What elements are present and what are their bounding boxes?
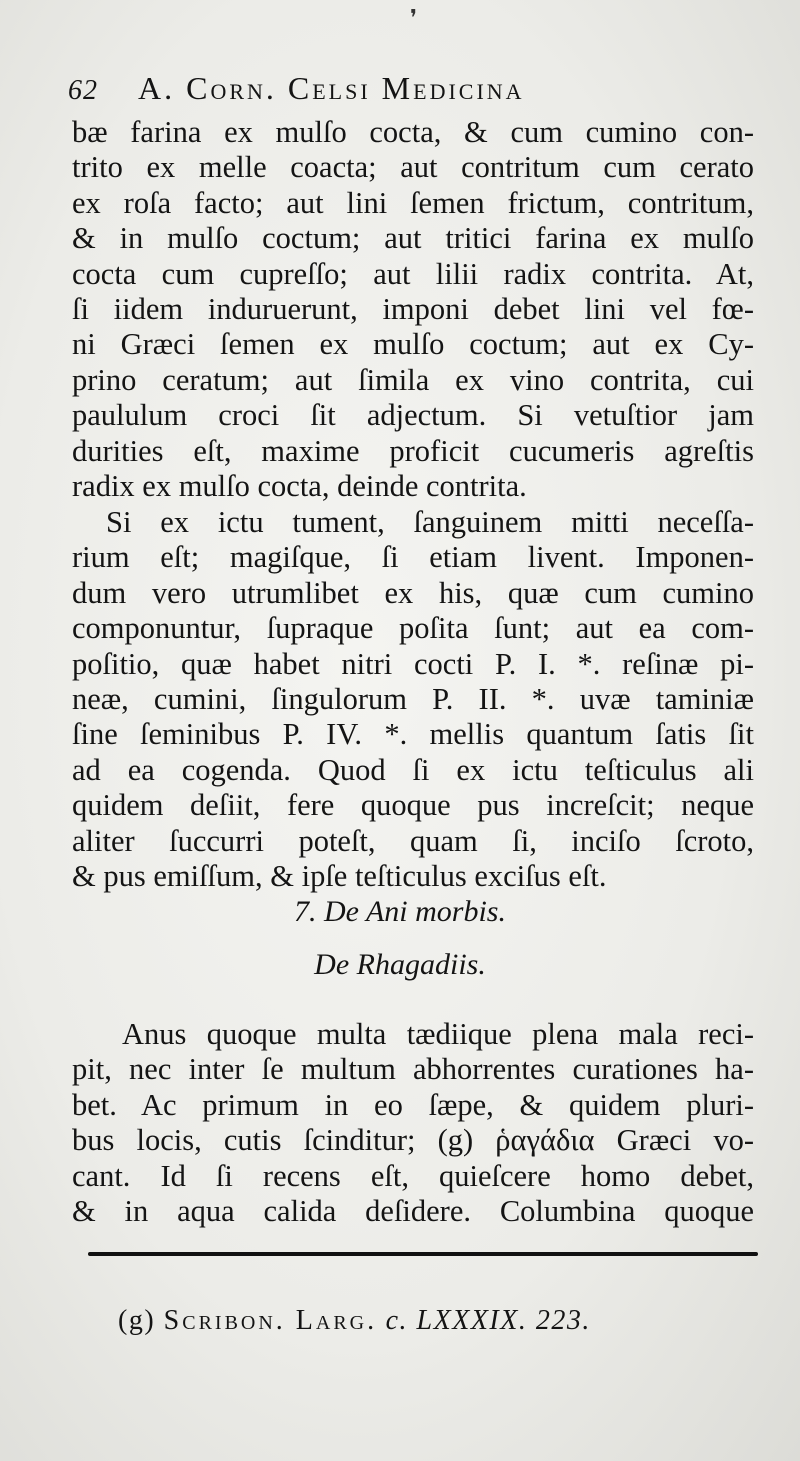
text-line: paululum croci ſit adjectum. Si vetuſtior jam — [72, 398, 754, 433]
text-line: bæ farina ex mulſo cocta, & cum cumino con- — [72, 115, 754, 149]
text-line: bet. Ac primum in eo ſæpe, & quidem pluri- — [72, 1087, 754, 1122]
text-line: ex roſa facto; aut lini ſemen frictum, contritum, — [72, 185, 754, 220]
page-header — [68, 70, 740, 107]
text-line: ad ea cogenda. Quod ſi ex ictu teſticulus ali — [72, 752, 754, 787]
text-line: ni Græci ſemen ex mulſo coctum; aut ex Cy- — [72, 327, 754, 362]
text-line: ſi iidem induruerunt, imponi debet lini vel fœ- — [72, 291, 754, 326]
paragraph-1 — [72, 115, 754, 504]
text-line: Si ex ictu tument, ſanguinem mitti neceſſa- — [106, 505, 754, 539]
text-line: bus locis, cutis ſcinditur; (g) ῥαγάδια Græci vo- — [72, 1123, 754, 1158]
text-line: & in mulſo coctum; aut tritici farina ex mulſo — [72, 221, 754, 256]
text-line: componuntur, ſupraque poſita ſunt; aut ea com- — [72, 611, 754, 646]
text-line: radix ex mulſo cocta, deinde contrita. — [72, 468, 527, 503]
text-line: cant. Id ſi recens eſt, quieſcere homo debet, — [72, 1158, 754, 1193]
section-heading: 7. De Ani morbis. — [294, 895, 506, 928]
text-line: aliter ſuccurri poteſt, quam ſi, inciſo ſcroto, — [72, 823, 754, 858]
footnote-rule — [88, 1252, 758, 1256]
section-subheading: De Rhagadiis. — [314, 948, 486, 981]
page-number: 62 — [68, 75, 98, 106]
paragraph-2 — [72, 505, 754, 894]
text-line: dum vero utrumlibet ex his, quæ cum cumino — [72, 575, 754, 610]
footnote — [118, 1305, 591, 1337]
text-line: cocta cum cupreſſo; aut lilii radix contrita. At, — [72, 256, 754, 291]
footnote-author: Scribon. Larg. — [163, 1305, 378, 1336]
text-line: Anus quoque multa tædiique plena mala reci- — [122, 1017, 754, 1051]
footnote-marker: (g) — [118, 1305, 156, 1336]
text-line: durities eſt, maxime proficit cucumeris agreſtis — [72, 433, 754, 468]
text-line: pit, nec inter ſe multum abhorrentes curationes ha- — [72, 1052, 754, 1087]
text-line: quidem deſiit, fere quoque pus increſcit; neque — [72, 788, 754, 823]
text-line: & pus emiſſum, & ipſe teſticulus exciſus eſt. — [72, 858, 607, 893]
text-line: poſitio, quæ habet nitri cocti P. I. *. reſinæ pi- — [72, 646, 754, 681]
running-head: A. Corn. Celsi Medicina — [138, 70, 525, 106]
text-line: & in aqua calida deſidere. Columbina quoque — [72, 1193, 754, 1228]
text-line: rium eſt; magiſque, ſi etiam livent. Imponen- — [72, 540, 754, 575]
text-line: ſine ſeminibus P. IV. *. mellis quantum ſatis ſit — [72, 717, 754, 752]
text-line: neæ, cumini, ſingulorum P. II. *. uvæ taminiæ — [72, 681, 754, 716]
footnote-reference: c. LXXXIX. 223. — [385, 1305, 591, 1336]
page-edge-mark: ❜ — [410, 6, 418, 31]
text-line: prino ceratum; aut ſimila ex vino contrita, cui — [72, 362, 754, 397]
text-line: trito ex melle coacta; aut contritum cum cerato — [72, 150, 754, 185]
paragraph-3 — [72, 1017, 754, 1229]
